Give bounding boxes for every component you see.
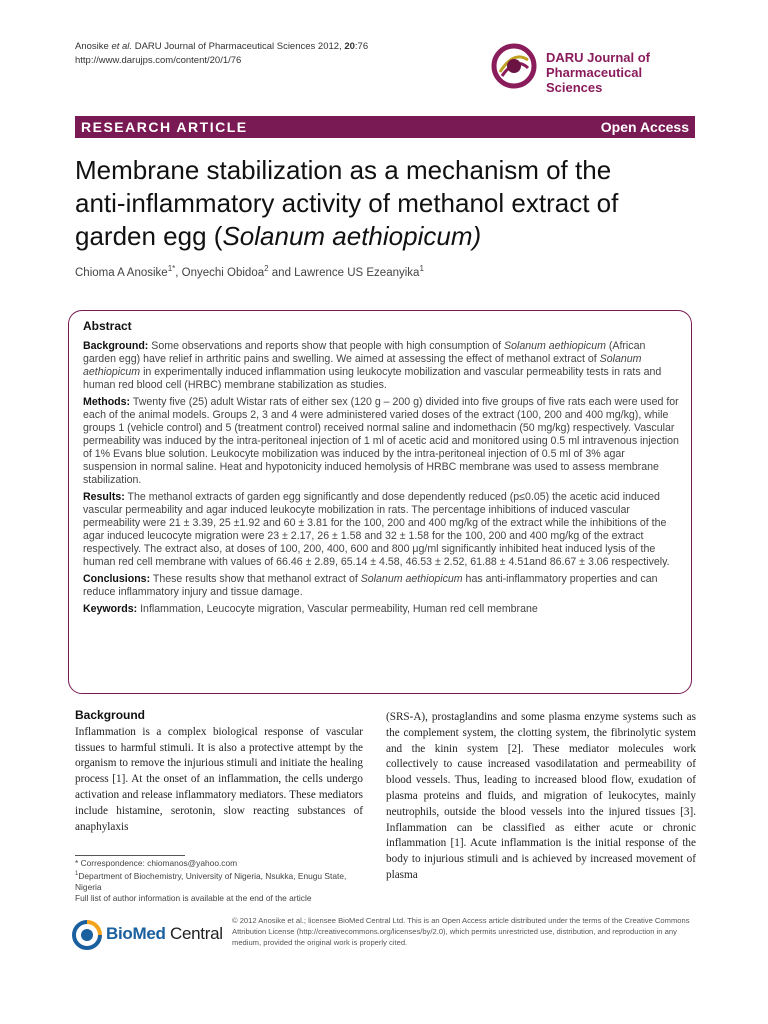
- abstract-background: [83, 340, 681, 392]
- affiliation-marker: 1: [75, 871, 79, 877]
- central-word: Central: [165, 924, 223, 943]
- background-species-2: Solanum aethiopicum: [83, 353, 642, 378]
- journal-logo: [490, 46, 700, 95]
- body-right-column: [386, 710, 696, 884]
- author-3-affil: 1: [419, 264, 424, 273]
- author-2: , Onyechi Obidoa: [175, 266, 265, 279]
- abstract-heading: Abstract: [83, 319, 132, 333]
- biomed-word: BioMed: [106, 924, 166, 943]
- author-1-affil: 1*: [167, 264, 176, 273]
- copyright-notice: © 2012 Anosike et al.; licensee BioMed Central Ltd. This is an Open Access article distributed under the terms of the Creative Commons Attribution License (http://creativecommons.org/licenses/by/2.0), which permits unrestricted use, distribution, and reproduction in any medium, provided the original work is properly cited.: [232, 916, 690, 947]
- results-text: The methanol extracts of garden egg significantly and dose dependently reduced (p≤0.05) the acetic acid induced vascular permeability and agar induced leukocyte mobilization in rats. The percentage inhibitions of induced vascular permeability were 21 ± 3.39, 25 ±1.92 and 60 ± 3.81 for the 100, 200 and 400 mg/kg of the extract while the inhibitions of the agar induced leucocyte migration were 23 ± 2.17, 26 ± 1.58 and 32 ± 1.58 for the 100, 200 and 400 mg/kg of the extract respectively. The extract also, at doses of 100, 200, 400, 600 and 800 μg/ml significantly inhibited heat induced lysis of the human red cell membrane with values of 66.46 ± 2.89, 65.14 ± 4.58, 46.53 ± 2.52, 61.88 ± 4.51and 86.67 ± 3.06 respectively.: [83, 491, 670, 568]
- abstract-conclusions: [83, 573, 681, 599]
- affiliation-text: Department of Biochemistry, University of Nigeria, Nsukka, Enugu State, Nigeria: [75, 870, 347, 892]
- body-right-text: (SRS-A), prostaglandins and some plasma enzyme systems such as the complement system, the clotting system, the fibrinolytic system and the kinin system [2]. These mediator molecules work collectively to cause increased vasodilatation and permeability of blood vessels. Thus, leading to increased blood flow, exudation of plasma proteins and fluids, and migration of leukocytes, mainly neutrophils, outside the blood vessels into the injured tissues [3]. Inflammation can be classified as either acute or chronic inflammation [1]. Acute inflammation is the initial response of the body to injurious stimuli and is achieved by increased movement of plasma: [386, 711, 696, 881]
- results-label: Results:: [83, 491, 125, 503]
- methods-text: Twenty five (25) adult Wistar rats of either sex (120 g – 200 g) divided into five groups of five rats each were used for each of the animal models. Groups 2, 3 and 4 were administered varied doses of the extract (100, 200 and 400 mg/kg), while groups 1 (vehicle control) and 5 (treatment control) received normal saline and indomethacin (50 mg/kg) respectively. Vascular permeability was induced by the intra-peritoneal injection of 1 ml of acetic acid and monitored using 0.5 ml intravenous injection of 1% Evans blue solution. Leukocyte mobilization was induced by the intra-peritoneal injection of 0.5 ml of 3% agar suspension in normal saline. Heat and hypotonicity induced hemolysis of HRBC membrane was used to assess membrane stabilization.: [83, 396, 679, 486]
- conclusions-species: Solanum aethiopicum: [360, 573, 463, 585]
- abstract-keywords: [83, 603, 681, 616]
- citation-volume: 20: [344, 41, 355, 52]
- citation-etal: et al.: [111, 41, 133, 52]
- keywords-text: Inflammation, Leucocyte migration, Vascular permeability, Human red cell membrane: [137, 603, 538, 615]
- journal-name: [546, 50, 700, 95]
- title-line3-text: garden egg (: [75, 221, 223, 251]
- title-line1: Membrane stabilization as a mechanism of the: [75, 155, 612, 185]
- daru-emblem-icon: [490, 42, 538, 90]
- citation-header: [75, 40, 368, 68]
- correspondence: * Correspondence: chiomanos@yahoo.com: [75, 858, 238, 868]
- abstract-box: [68, 310, 692, 694]
- background-text-2: (African garden egg) have relief in arthritic pains and swelling. We aimed at assessing the effect of methanol extract of: [83, 340, 646, 365]
- keywords-label: Keywords:: [83, 603, 138, 615]
- footnotes: [75, 858, 365, 904]
- citation-page: :76: [354, 41, 369, 52]
- article-url[interactable]: http://www.darujps.com/content/20/1/76: [75, 55, 242, 66]
- body-left-column: [75, 708, 363, 835]
- journal-name-line2: Pharmaceutical Sciences: [546, 65, 643, 95]
- citation-authors: Anosike: [75, 41, 109, 52]
- background-text-1: Some observations and reports show that people with high consumption of: [148, 340, 505, 352]
- article-title: [75, 154, 695, 253]
- author-info-note: Full list of author information is available at the end of the article: [75, 892, 312, 903]
- article-type-banner: [75, 116, 695, 138]
- conclusions-text-2: has anti-inflammatory properties and can reduce inflammatory injury and tissue damage.: [83, 573, 658, 598]
- biomed-central-logo: [72, 916, 232, 952]
- background-label: Background:: [83, 340, 149, 352]
- author-1: Chioma A Anosike: [75, 266, 168, 279]
- conclusions-label: Conclusions:: [83, 573, 151, 585]
- author-list: [75, 264, 424, 279]
- article-type-label: RESEARCH ARTICLE: [81, 119, 248, 135]
- title-line2: anti-inflammatory activity of methanol extract of: [75, 188, 619, 218]
- methods-label: Methods:: [83, 396, 131, 408]
- conclusions-text-1: These results show that methanol extract of: [150, 573, 361, 585]
- section-heading-background: Background: [75, 708, 146, 722]
- citation-journal: DARU Journal of Pharmaceutical Sciences 2012,: [134, 41, 342, 52]
- body-left-text: Inflammation is a complex biological response of vascular tissues to harmful stimuli. It is also a protective attempt by the organism to remove the injurious stimuli and initiate the healing process [1]. At the onset of an inflammation, the cells undergo activation and release inflammatory mediators. These mediators include histamine, serotonin, slow reacting substances of anaphylaxis: [75, 725, 363, 833]
- footnote-divider: [75, 855, 185, 856]
- title-line3: [75, 220, 695, 253]
- journal-name-line1: DARU Journal of: [546, 50, 650, 65]
- biomed-circle-icon: [72, 920, 102, 950]
- citation-line: [75, 40, 368, 54]
- author-2-affil: 2: [264, 264, 269, 273]
- background-text-3: in experimentally induced inflammation using leukocyte mobilization and vascular permeability tests in rats and human red blood cell (HRBC) membrane stabilization as studies.: [83, 366, 662, 391]
- abstract-results: [83, 491, 681, 569]
- open-access-label: Open Access: [600, 119, 689, 135]
- affiliation: [75, 869, 365, 893]
- biomed-central-wordmark: [106, 924, 223, 944]
- background-species-1: Solanum aethiopicum: [504, 340, 606, 352]
- title-species: Solanum aethiopicum): [222, 221, 482, 251]
- author-3: and Lawrence US Ezeanyika: [268, 266, 420, 279]
- abstract-methods: [83, 396, 681, 487]
